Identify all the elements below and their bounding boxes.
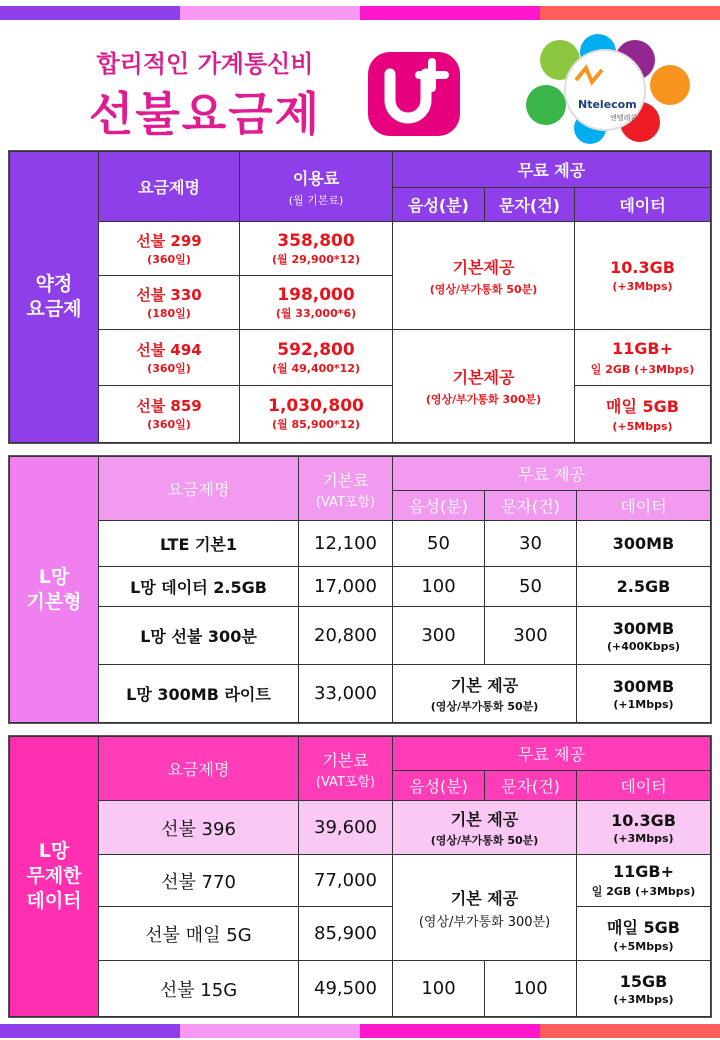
header-free: 무료 제공 — [393, 152, 711, 188]
header-plan: 요금제명 — [99, 457, 299, 521]
header-voice: 음성(분) — [393, 771, 485, 801]
data-value: 2.5GB — [577, 567, 711, 607]
data-value: 300MB (+1Mbps) — [577, 665, 711, 723]
voice-value: 300 — [393, 607, 485, 665]
free-voice-sms: 기본 제공 (영상/부가통화 50분) — [393, 801, 577, 855]
free-voice-sms: 기본 제공 (영상/부가통화 50분) — [393, 665, 577, 723]
table-row — [10, 521, 711, 567]
header-data: 데이터 — [575, 188, 711, 222]
side-label-unlimited: L망 무제한 데이터 — [10, 737, 99, 1017]
free-voice-sms: 기본 제공 (영상/부가통화 300분) — [393, 855, 577, 961]
header-sms: 문자(건) — [485, 188, 575, 222]
data-value: 300MB (+400Kbps) — [577, 607, 711, 665]
free-data: 11GB+ 일 2GB (+3Mbps) — [575, 330, 711, 386]
plan-fee: 85,900 — [299, 907, 393, 961]
plan-name: L망 데이터 2.5GB — [99, 567, 299, 607]
free-voice-sms: 기본제공 (영상/부가통화 50분) — [393, 222, 575, 330]
table-row — [10, 665, 711, 723]
header-fee: 기본료 (VAT포함) — [299, 737, 393, 801]
header-voice: 음성(분) — [393, 491, 485, 521]
plan-fee: 49,500 — [299, 961, 393, 1017]
sms-value: 50 — [485, 567, 577, 607]
table-row — [10, 961, 711, 1017]
plan-name: L망 300MB 라이트 — [99, 665, 299, 723]
plan-name: 선불 396 — [99, 801, 299, 855]
plan-name: LTE 기본1 — [99, 521, 299, 567]
free-data: 10.3GB (+3Mbps) — [575, 222, 711, 330]
header-free: 무료 제공 — [393, 737, 711, 771]
sms-value: 30 — [485, 521, 577, 567]
side-label-contract: 약정 요금제 — [10, 152, 99, 443]
data-value: 매일 5GB (+5Mbps) — [577, 907, 711, 961]
header-data: 데이터 — [577, 491, 711, 521]
plan-name: 선불 15G — [99, 961, 299, 1017]
plan-fee: 77,000 — [299, 855, 393, 907]
section-contract-plans — [8, 150, 712, 444]
plan-price: 198,000 (월 33,000*6) — [240, 276, 393, 330]
table-row — [10, 222, 711, 276]
top-color-stripe — [0, 6, 720, 20]
plan-price: 592,800 (월 49,400*12) — [240, 330, 393, 386]
header-sms: 문자(건) — [485, 771, 577, 801]
uplus-logo — [366, 50, 462, 138]
ntelecom-sub: 엔텔레콤 — [610, 114, 638, 122]
plan-fee: 20,800 — [299, 607, 393, 665]
table-row — [10, 801, 711, 855]
header-voice: 음성(분) — [393, 188, 485, 222]
voice-value: 100 — [393, 567, 485, 607]
plan-name: L망 선불 300분 — [99, 607, 299, 665]
data-value: 300MB — [577, 521, 711, 567]
plan-fee: 39,600 — [299, 801, 393, 855]
header-free: 무료 제공 — [393, 457, 711, 491]
header-sms: 문자(건) — [485, 491, 577, 521]
plan-name: 선불 770 — [99, 855, 299, 907]
voice-value: 50 — [393, 521, 485, 567]
table-row — [10, 855, 711, 907]
data-value: 15GB (+3Mbps) — [577, 961, 711, 1017]
table-row — [10, 567, 711, 607]
header — [0, 20, 720, 145]
header-plan: 요금제명 — [99, 737, 299, 801]
ntelecom-text: Ntelecom — [578, 98, 637, 111]
plan-fee: 17,000 — [299, 567, 393, 607]
plan-name: 선불 매일 5G — [99, 907, 299, 961]
header-plan: 요금제명 — [99, 152, 240, 222]
plan-price: 1,030,800 (월 85,900*12) — [240, 385, 393, 442]
plan-name: 선불 494 (360일) — [99, 330, 240, 386]
section-lnet-basic — [8, 455, 712, 724]
plan-price: 358,800 (월 29,900*12) — [240, 222, 393, 276]
data-value: 11GB+ 일 2GB (+3Mbps) — [577, 855, 711, 907]
header-data: 데이터 — [577, 771, 711, 801]
table-row — [10, 330, 711, 386]
tagline: 합리적인 가계통신비 — [96, 50, 314, 78]
section-lnet-unlimited — [8, 735, 712, 1018]
table-row — [10, 385, 711, 442]
plan-name: 선불 859 (360일) — [99, 385, 240, 442]
free-data: 매일 5GB (+5Mbps) — [575, 385, 711, 442]
header-fee: 이용료 (월 기본료) — [240, 152, 393, 222]
ntelecom-logo — [510, 30, 710, 145]
bottom-color-stripe — [0, 1024, 720, 1038]
free-voice-sms: 기본제공 (영상/부가통화 300분) — [393, 330, 575, 443]
table-row — [10, 607, 711, 665]
page-title: 선불요금제 — [88, 87, 322, 141]
data-value: 10.3GB (+3Mbps) — [577, 801, 711, 855]
header-fee: 기본료 (VAT포함) — [299, 457, 393, 521]
plan-fee: 33,000 — [299, 665, 393, 723]
plan-fee: 12,100 — [299, 521, 393, 567]
plan-name: 선불 330 (180일) — [99, 276, 240, 330]
plan-name: 선불 299 (360일) — [99, 222, 240, 276]
sms-value: 100 — [485, 961, 577, 1017]
voice-value: 100 — [393, 961, 485, 1017]
sms-value: 300 — [485, 607, 577, 665]
table-row — [10, 907, 711, 961]
side-label-basic: L망 기본형 — [10, 457, 99, 723]
